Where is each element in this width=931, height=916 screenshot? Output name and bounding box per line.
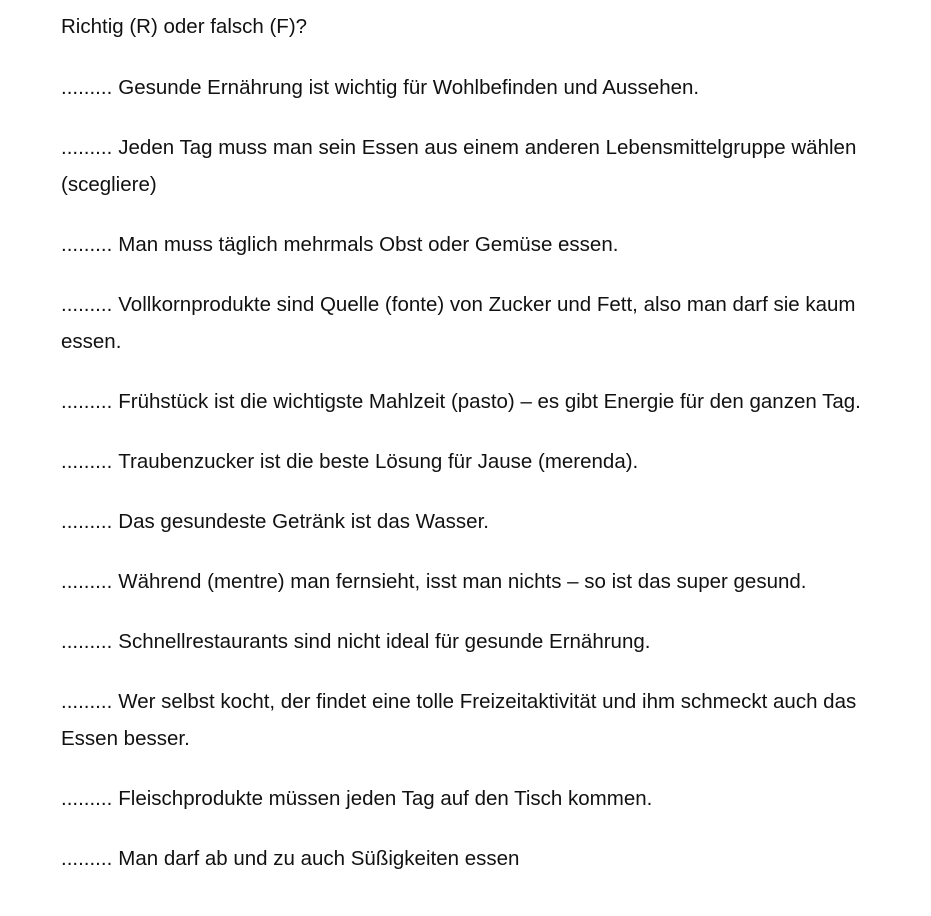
statement-text: Frühstück ist die wichtigste Mahlzeit (pasto) – es gibt Energie für den ganzen Tag. (118, 390, 861, 413)
statement-text: Man darf ab und zu auch Süßigkeiten essen (118, 847, 520, 870)
answer-blank: ......... (61, 76, 113, 99)
answer-blank: ......... (61, 450, 113, 473)
statement-item (61, 563, 911, 600)
answer-blank: ......... (61, 510, 113, 533)
answer-blank: ......... (61, 690, 113, 713)
statement-item (61, 226, 911, 263)
statement-text: Schnellrestaurants sind nicht ideal für gesunde Ernährung. (118, 630, 651, 653)
statement-item (61, 503, 911, 540)
statement-text: Jeden Tag muss man sein Essen aus einem anderen Lebensmittelgruppe wählen (scegliere) (61, 136, 857, 196)
statement-item (61, 286, 911, 360)
answer-blank: ......... (61, 233, 113, 256)
statement-list (61, 69, 911, 877)
answer-blank: ......... (61, 136, 113, 159)
statement-item (61, 69, 911, 106)
statement-text: Vollkornprodukte sind Quelle (fonte) von Zucker und Fett, also man darf sie kaum essen. (61, 293, 856, 353)
statement-item (61, 840, 911, 877)
statement-item (61, 683, 911, 757)
answer-blank: ......... (61, 570, 113, 593)
statement-text: Während (mentre) man fernsieht, isst man nichts – so ist das super gesund. (118, 570, 807, 593)
statement-item (61, 780, 911, 817)
answer-blank: ......... (61, 293, 113, 316)
statement-item (61, 623, 911, 660)
statement-item (61, 443, 911, 480)
answer-blank: ......... (61, 787, 113, 810)
statement-text: Wer selbst kocht, der findet eine tolle Freizeitaktivität und ihm schmeckt auch das Essen besser. (61, 690, 857, 750)
answer-blank: ......... (61, 847, 113, 870)
statement-text: Traubenzucker ist die beste Lösung für Jause (merenda). (118, 450, 639, 473)
statement-item (61, 383, 911, 420)
answer-blank: ......... (61, 390, 113, 413)
worksheet-title: Richtig (R) oder falsch (F)? (61, 15, 308, 38)
statement-text: Fleischprodukte müssen jeden Tag auf den Tisch kommen. (118, 787, 653, 810)
statement-item (61, 129, 911, 203)
statement-text: Man muss täglich mehrmals Obst oder Gemüse essen. (118, 233, 619, 256)
statement-text: Gesunde Ernährung ist wichtig für Wohlbefinden und Aussehen. (118, 76, 700, 99)
statement-text: Das gesundeste Getränk ist das Wasser. (118, 510, 489, 533)
answer-blank: ......... (61, 630, 113, 653)
